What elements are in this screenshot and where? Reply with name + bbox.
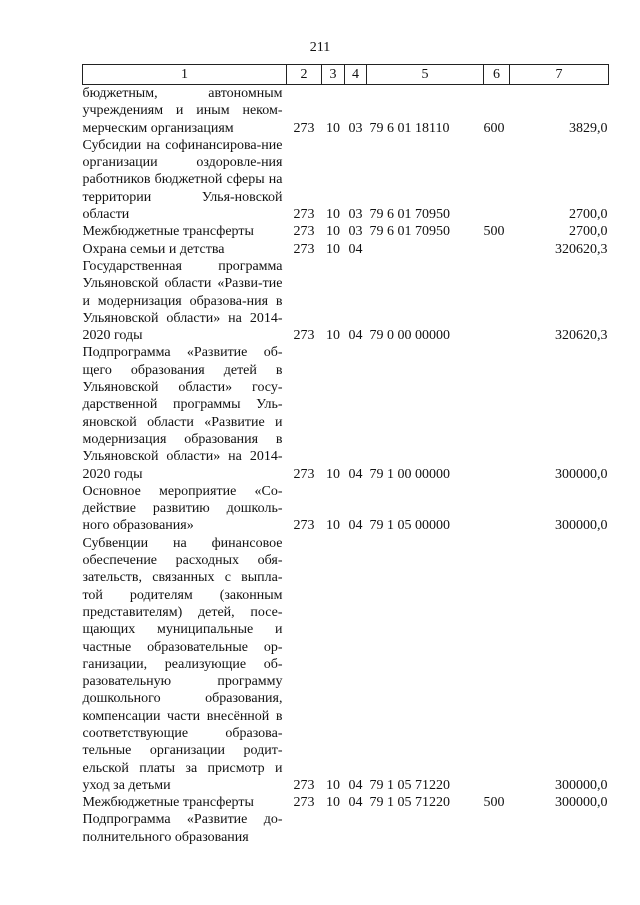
row-vr <box>484 811 510 846</box>
row-name: Межбюджетные трансферты <box>82 224 254 240</box>
table-row <box>83 811 609 846</box>
row-rz: 10 <box>326 328 340 344</box>
page-number: 211 <box>309 40 331 55</box>
row-csr: 79 6 01 70950 <box>369 207 450 223</box>
table-body <box>83 85 609 847</box>
row-csr: 79 6 01 18110 <box>369 120 450 136</box>
row-rz: 10 <box>326 518 340 534</box>
row-rz: 10 <box>326 795 340 811</box>
row-amount: 300000,0 <box>555 795 608 811</box>
table-header <box>83 65 609 85</box>
row-pr: 03 <box>348 120 363 136</box>
row-csr <box>367 241 484 258</box>
row-pr: 03 <box>348 224 363 240</box>
row-csr: 79 1 05 71220 <box>369 777 450 793</box>
row-rz: 10 <box>326 777 340 793</box>
row-csr: 79 1 05 71220 <box>369 795 450 811</box>
row-amount: 2700,0 <box>569 224 608 240</box>
header-row <box>83 65 609 85</box>
row-amount: 320620,3 <box>555 241 608 257</box>
row-rz: 10 <box>326 207 340 223</box>
row-gr: 273 <box>293 795 315 811</box>
row-csr <box>367 811 484 846</box>
table-row <box>83 137 609 223</box>
row-amount: 320620,3 <box>555 328 608 344</box>
table-row <box>83 223 609 240</box>
header-col-3: 3 <box>322 65 345 85</box>
row-gr: 273 <box>293 241 315 257</box>
row-pr: 04 <box>348 466 363 482</box>
row-name: Подпрограмма «Развитие об-щего образования детей в Ульяновской области» госу-дарственной программы Уль-яновской области «Развитие и модернизация образования в Ульяновской области» на 2014-2020 годы <box>82 345 283 482</box>
row-vr <box>484 137 510 223</box>
row-name: Субсидии на софинансирова-ние организации оздоровле-ния работников бюджетной сферы на территории Улья-новской области <box>82 137 283 223</box>
header-col-5: 5 <box>367 65 484 85</box>
row-csr: 79 6 01 70950 <box>369 224 450 240</box>
row-gr: 273 <box>293 518 315 534</box>
table-row <box>83 85 609 137</box>
row-gr: 273 <box>293 224 315 240</box>
row-pr: 03 <box>348 207 363 223</box>
row-name: Основное мероприятие «Со-действие развитию дошколь-ного образования» <box>82 483 283 534</box>
header-col-4: 4 <box>345 65 367 85</box>
row-pr: 04 <box>348 518 363 534</box>
row-gr: 273 <box>293 207 315 223</box>
table-row <box>83 794 609 811</box>
table-row <box>83 483 609 535</box>
row-amount: 2700,0 <box>569 207 608 223</box>
table-row <box>83 535 609 794</box>
table-row <box>83 241 609 258</box>
header-col-2: 2 <box>287 65 322 85</box>
row-name: Государственная программа Ульяновской области «Разви-тие и модернизация образова-ния в Ульяновской области» на 2014-2020 годы <box>82 258 283 344</box>
row-rz: 10 <box>326 224 340 240</box>
row-amount: 300000,0 <box>555 518 608 534</box>
row-gr: 273 <box>293 466 315 482</box>
row-vr <box>484 483 510 535</box>
row-pr <box>345 811 367 846</box>
row-amount <box>510 811 609 846</box>
row-name: Межбюджетные трансферты <box>82 795 254 811</box>
row-rz: 10 <box>326 466 340 482</box>
row-vr <box>484 258 510 344</box>
row-csr: 79 0 00 00000 <box>369 328 450 344</box>
header-col-6: 6 <box>484 65 510 85</box>
row-name: Субвенции на финансовое обеспечение расходных обя-зательств, связанных с выпла-той родителям (законным представителям) детей, посе-щающих муниципальные и частные образовательные ор-ганизации, реализующие об-разовательную программу дошкольного образования, компенсации части внесённой в соответствующие образова-тельные организации родит-ельской платы за присмотр и уход за детьми <box>82 535 283 793</box>
row-rz: 10 <box>326 241 340 257</box>
table-row <box>83 258 609 344</box>
row-pr: 04 <box>348 328 363 344</box>
row-csr: 79 1 00 00000 <box>369 466 450 482</box>
row-name: Охрана семьи и детства <box>82 241 225 257</box>
header-col-1: 1 <box>83 65 287 85</box>
row-vr <box>484 535 510 794</box>
row-gr <box>287 811 322 846</box>
row-amount: 300000,0 <box>555 777 608 793</box>
row-gr: 273 <box>293 328 315 344</box>
row-amount: 300000,0 <box>555 466 608 482</box>
row-amount: 3829,0 <box>569 120 608 136</box>
row-vr: 600 <box>483 120 505 136</box>
row-vr <box>484 241 510 258</box>
row-vr <box>484 344 510 482</box>
row-vr: 500 <box>483 795 505 811</box>
row-vr: 500 <box>483 224 505 240</box>
row-pr: 04 <box>348 241 363 257</box>
row-name: Подпрограмма «Развитие до-полнительного образования <box>82 812 283 845</box>
row-pr: 04 <box>348 777 363 793</box>
row-pr: 04 <box>348 795 363 811</box>
row-rz <box>322 811 345 846</box>
header-col-7: 7 <box>510 65 609 85</box>
table-row <box>83 344 609 482</box>
row-gr: 273 <box>293 120 315 136</box>
row-name: бюджетным, автономным учреждениям и иным неком-мерческим организациям <box>82 86 283 136</box>
row-gr: 273 <box>293 777 315 793</box>
row-rz: 10 <box>326 120 340 136</box>
row-csr: 79 1 05 00000 <box>369 518 450 534</box>
budget-table <box>82 64 609 846</box>
